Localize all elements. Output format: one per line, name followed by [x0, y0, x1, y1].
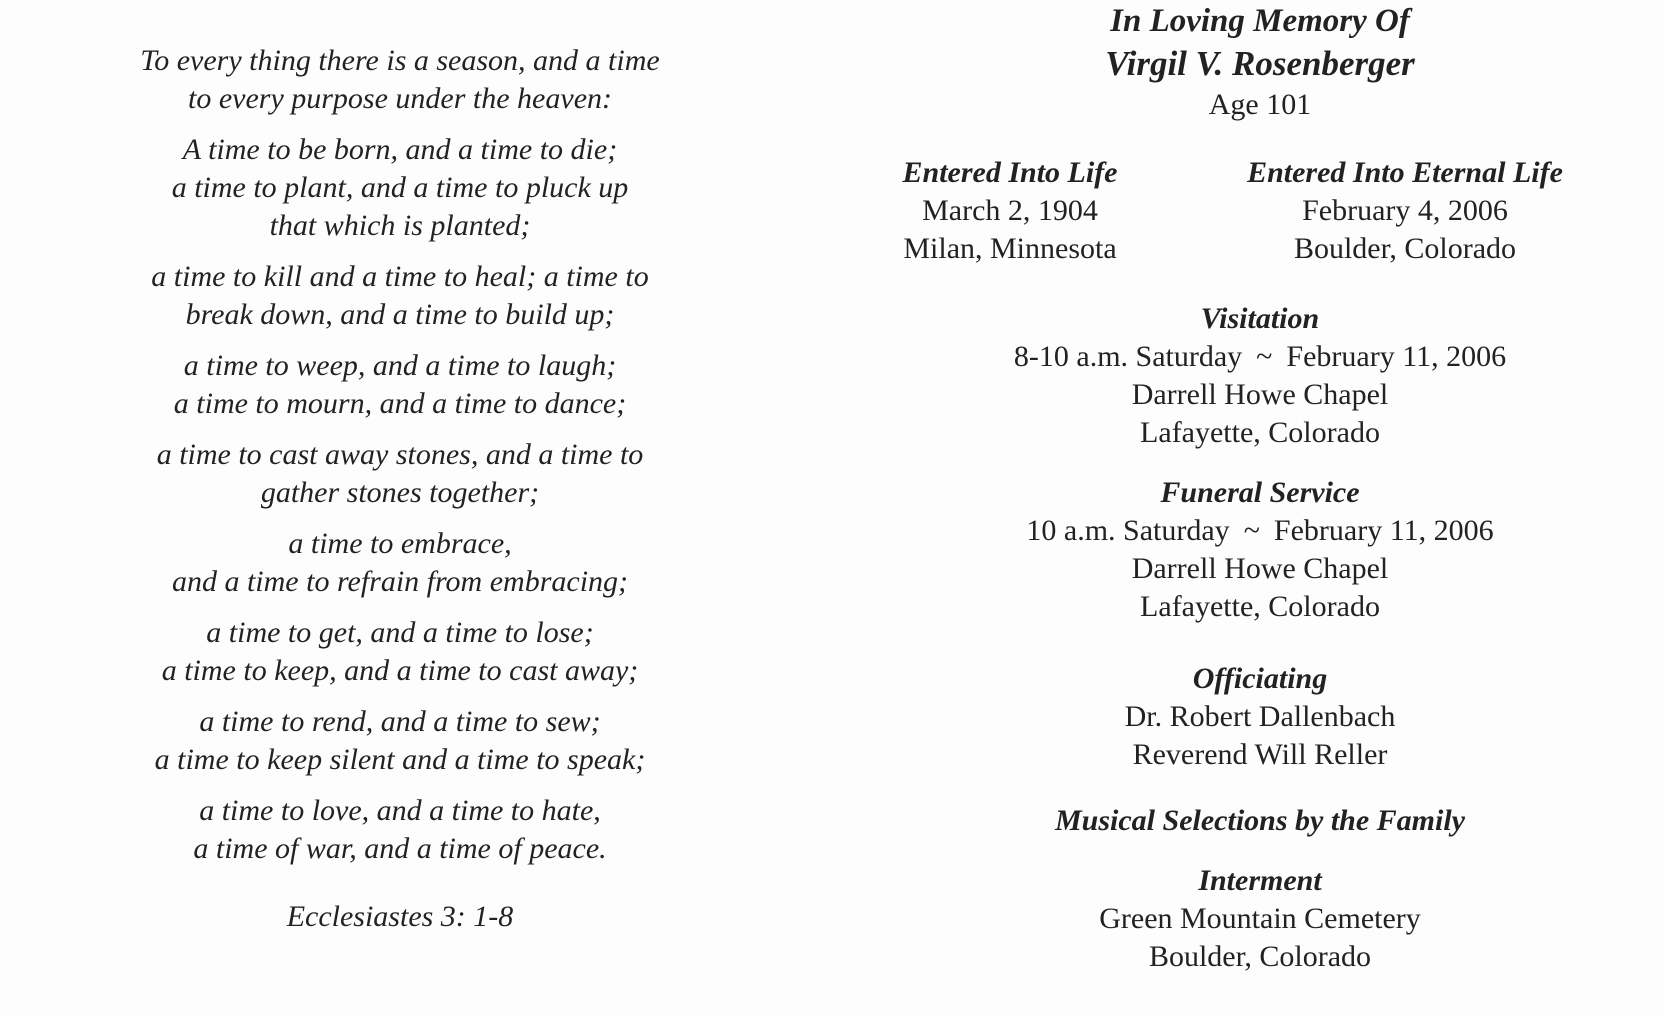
verse-line: a time to keep silent and a time to speak;	[154, 743, 646, 776]
stanza	[60, 436, 740, 512]
interment-title: Interment	[1198, 864, 1322, 897]
visitation-section	[880, 300, 1640, 452]
scripture-panel	[60, 0, 740, 1016]
stanza	[60, 258, 740, 334]
birth-place: Milan, Minnesota	[903, 232, 1117, 265]
stanza	[60, 42, 740, 118]
verse-line: To every thing there is a season, and a time	[140, 44, 660, 77]
death-title: Entered Into Eternal Life	[1247, 156, 1563, 189]
visitation-date: February 11, 2006	[1286, 340, 1507, 373]
verse-line: a time to get, and a time to lose;	[206, 616, 594, 649]
funeral-time: 10 a.m. Saturday	[1026, 514, 1230, 547]
officiant-name: Reverend Will Reller	[1132, 738, 1388, 771]
verse-line: a time of war, and a time of peace.	[193, 832, 607, 865]
stanza	[60, 614, 740, 690]
stanza	[60, 525, 740, 601]
verse-line: a time to love, and a time to hate,	[199, 794, 601, 827]
scripture-citation: Ecclesiastes 3: 1-8	[286, 900, 514, 933]
stanza	[60, 347, 740, 423]
officiant-name: Dr. Robert Dallenbach	[1124, 700, 1396, 733]
scripture-verses	[60, 42, 740, 868]
memorial-panel	[880, 0, 1640, 1016]
interment-section	[880, 862, 1640, 976]
funeral-city: Lafayette, Colorado	[1140, 590, 1380, 623]
tilde-separator: ~	[1243, 514, 1260, 547]
deceased-age: Age 101	[1208, 88, 1312, 121]
verse-line: a time to cast away stones, and a time to	[156, 438, 644, 471]
verse-line: a time to weep, and a time to laugh;	[183, 349, 617, 382]
verse-line: a time to rend, and a time to sew;	[199, 705, 601, 738]
visitation-city: Lafayette, Colorado	[1140, 416, 1380, 449]
life-dates	[880, 154, 1640, 274]
visitation-datetime	[880, 338, 1640, 376]
stanza	[60, 703, 740, 779]
stanza	[60, 792, 740, 868]
verse-line: a time to embrace,	[288, 527, 512, 560]
officiating-title: Officiating	[1192, 662, 1328, 695]
visitation-venue: Darrell Howe Chapel	[1131, 378, 1389, 411]
funeral-section	[880, 474, 1640, 626]
verse-line: that which is planted;	[269, 209, 531, 242]
officiating-section	[880, 660, 1640, 774]
death-date: February 4, 2006	[1302, 194, 1508, 227]
verse-line: gather stones together;	[260, 476, 540, 509]
deceased-name: Virgil V. Rosenberger	[1105, 44, 1415, 83]
tilde-separator: ~	[1256, 340, 1273, 373]
stanza	[60, 131, 740, 245]
verse-line: break down, and a time to build up;	[185, 298, 615, 331]
funeral-datetime	[880, 512, 1640, 550]
birth-title: Entered Into Life	[902, 156, 1118, 189]
funeral-title: Funeral Service	[1160, 476, 1360, 509]
death-info	[1225, 154, 1585, 268]
funeral-venue: Darrell Howe Chapel	[1131, 552, 1389, 585]
birth-info	[880, 154, 1140, 268]
music-section	[880, 802, 1640, 840]
verse-line: a time to keep, and a time to cast away;	[161, 654, 639, 687]
interment-place: Green Mountain Cemetery	[1099, 902, 1421, 935]
visitation-title: Visitation	[1200, 302, 1320, 335]
verse-line: and a time to refrain from embracing;	[171, 565, 629, 598]
birth-date: March 2, 1904	[922, 194, 1098, 227]
verse-line: a time to plant, and a time to pluck up	[171, 171, 629, 204]
verse-line: A time to be born, and a time to die;	[182, 133, 618, 166]
verse-line: to every purpose under the heaven:	[187, 82, 612, 115]
verse-line: a time to kill and a time to heal; a time to	[151, 260, 649, 293]
funeral-date: February 11, 2006	[1273, 514, 1494, 547]
music-title: Musical Selections by the Family	[1055, 804, 1465, 837]
interment-city: Boulder, Colorado	[1148, 940, 1372, 973]
verse-line: a time to mourn, and a time to dance;	[173, 387, 627, 420]
memorial-heading: In Loving Memory Of	[1110, 3, 1410, 39]
visitation-time: 8-10 a.m. Saturday	[1013, 340, 1243, 373]
death-place: Boulder, Colorado	[1293, 232, 1517, 265]
